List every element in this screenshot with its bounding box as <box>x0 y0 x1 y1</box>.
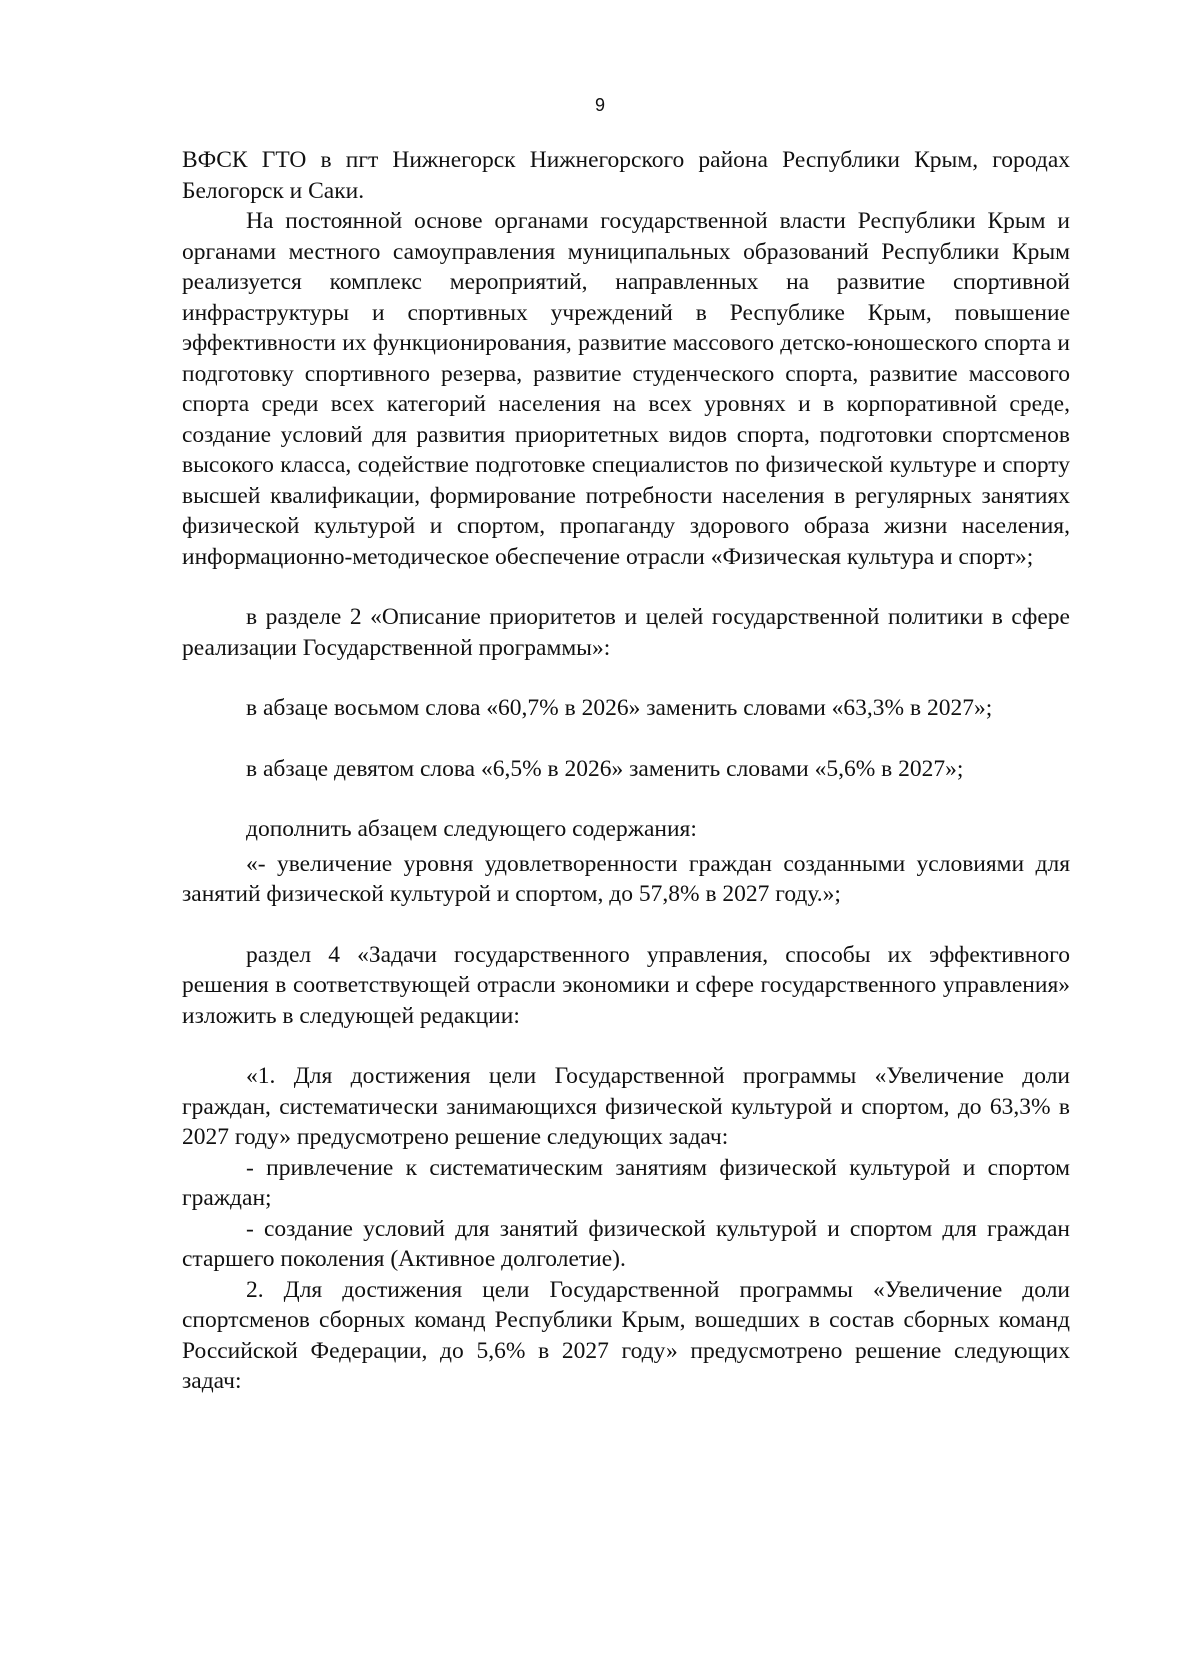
paragraph-measures: На постоянной основе органами государственной власти Республики Крым и органами местного самоуправления муниципальных образований Республики Крым реализуется комплекс мероприятий, направленных на развитие спортивной инфраструктуры и спортивных учреждений в Республике Крым, повышение эффективности их функционирования, развитие массового детско-юношеского спорта и подготовку спортивного резерва, развитие студенческого спорта, развитие массового спорта среди всех категорий населения на всех уровнях и в корпоративной среде, создание условий для развития приоритетных видов спорта, подготовки спортсменов высокого класса, содействие подготовке специалистов по физической культуре и спорту высшей квалификации, формирование потребности населения в регулярных занятиях физической культурой и спортом, пропаганду здорового образа жизни населения, информационно-методическое обеспечение отрасли «Физическая культура и спорт»; <box>182 208 1070 570</box>
paragraph-section-2: в разделе 2 «Описание приоритетов и целей государственной политики в сфере реализации Государственной программы»: <box>182 604 1070 661</box>
paragraph-eighth-amendment: в абзаце восьмом слова «60,7% в 2026» заменить словами «63,3% в 2027»; <box>246 695 993 721</box>
paragraph-ninth-amendment: в абзаце девятом слова «6,5% в 2026» заменить словами «5,6% в 2027»; <box>246 755 964 782</box>
paragraph-task-2: - создание условий для занятий физической культурой и спортом для граждан старшего поколения (Активное долголетие). <box>182 1215 1070 1272</box>
paragraph-section-4: раздел 4 «Задачи государственного управления, способы их эффективного решения в соответствующей отрасли экономики и сфере государственного управления» изложить в следующей редакции: <box>182 941 1070 1029</box>
document-body <box>182 145 1070 1397</box>
page-number: 9 <box>594 95 605 115</box>
paragraph-task-1: - привлечение к систематическим занятиям физической культурой и спортом граждан; <box>182 1154 1070 1211</box>
paragraph-goal-1: «1. Для достижения цели Государственной программы «Увеличение доли граждан, систематически занимающихся физической культурой и спортом, до 63,3% в 2027 году» предусмотрено решение следующих задач: <box>182 1063 1070 1150</box>
paragraph-goal-2: 2. Для достижения цели Государственной программы «Увеличение доли спортсменов сборных команд Республики Крым, вошедших в состав сборных команд Российской Федерации, до 5,6% в 2027 году» предусмотрено решение следующих задач: <box>182 1276 1070 1394</box>
paragraph-satisfaction: «- увеличение уровня удовлетворенности граждан созданными условиями для занятий физической культурой и спортом, до 57,8% в 2027 году.»; <box>182 850 1070 907</box>
paragraph-add-clause: дополнить абзацем следующего содержания: <box>246 816 697 842</box>
paragraph-continuation: ВФСК ГТО в пгт Нижнегорск Нижнегорского района Республики Крым, городах Белогорск и Саки. <box>182 147 1070 204</box>
